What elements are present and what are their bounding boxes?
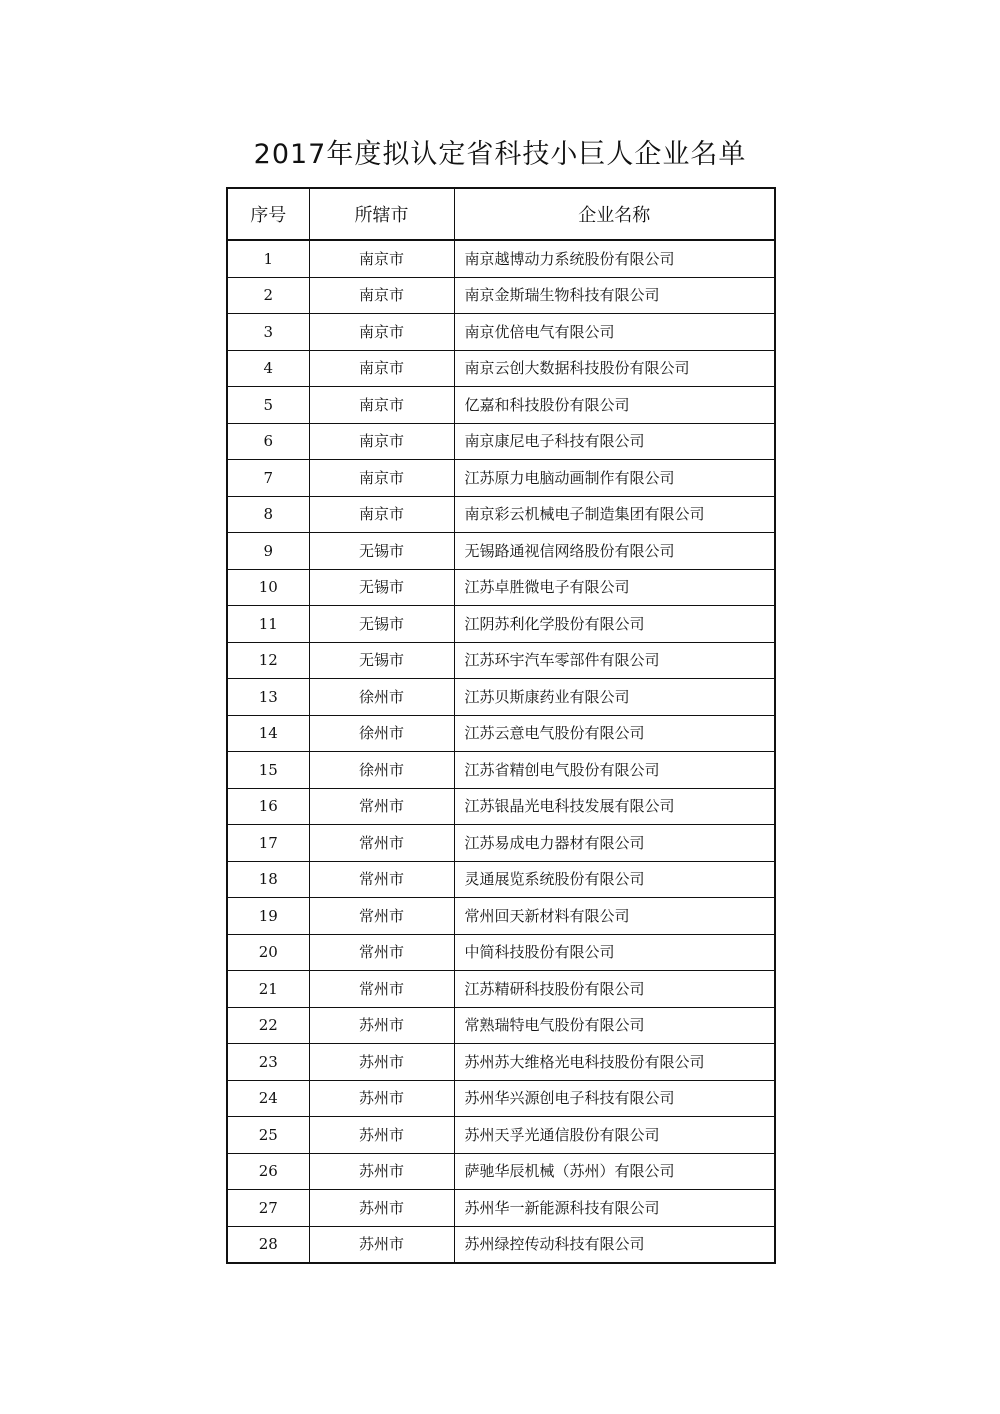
table-row [227,606,775,643]
city-cell: 南京市 [309,387,454,424]
header-company-name: 企业名称 [454,188,775,240]
serial-number-cell: 25 [227,1117,309,1154]
table-row [227,350,775,387]
city-cell: 常州市 [309,825,454,862]
company-name-cell: 江苏易成电力器材有限公司 [454,825,775,862]
company-name-cell: 江苏精研科技股份有限公司 [454,971,775,1008]
serial-number-cell: 13 [227,679,309,716]
serial-number-cell: 28 [227,1226,309,1263]
city-cell: 苏州市 [309,1153,454,1190]
city-cell: 南京市 [309,350,454,387]
company-name-cell: 亿嘉和科技股份有限公司 [454,387,775,424]
company-name-cell: 南京彩云机械电子制造集团有限公司 [454,496,775,533]
city-cell: 无锡市 [309,533,454,570]
city-cell: 南京市 [309,240,454,277]
serial-number-cell: 12 [227,642,309,679]
serial-number-cell: 24 [227,1080,309,1117]
company-name-cell: 南京优倍电气有限公司 [454,314,775,351]
table-row [227,533,775,570]
company-name-cell: 南京越博动力系统股份有限公司 [454,240,775,277]
table-row [227,752,775,789]
company-name-cell: 苏州天孚光通信股份有限公司 [454,1117,775,1154]
table-row [227,1153,775,1190]
company-name-cell: 江苏省精创电气股份有限公司 [454,752,775,789]
serial-number-cell: 2 [227,277,309,314]
city-cell: 苏州市 [309,1007,454,1044]
city-cell: 常州市 [309,971,454,1008]
table-row [227,1226,775,1263]
table-row [227,971,775,1008]
table-row [227,387,775,424]
city-cell: 苏州市 [309,1080,454,1117]
company-name-cell: 苏州绿控传动科技有限公司 [454,1226,775,1263]
serial-number-cell: 18 [227,861,309,898]
serial-number-cell: 23 [227,1044,309,1081]
serial-number-cell: 11 [227,606,309,643]
document-title: 2017年度拟认定省科技小巨人企业名单 [253,139,747,170]
serial-number-cell: 27 [227,1190,309,1227]
table-row [227,496,775,533]
city-cell: 苏州市 [309,1117,454,1154]
table-row [227,934,775,971]
table-row [227,861,775,898]
city-cell: 徐州市 [309,715,454,752]
serial-number-cell: 1 [227,240,309,277]
company-name-cell: 南京云创大数据科技股份有限公司 [454,350,775,387]
table-row [227,1117,775,1154]
city-cell: 南京市 [309,277,454,314]
company-name-cell: 中简科技股份有限公司 [454,934,775,971]
city-cell: 无锡市 [309,606,454,643]
table-row [227,569,775,606]
company-name-cell: 苏州华兴源创电子科技有限公司 [454,1080,775,1117]
city-cell: 南京市 [309,496,454,533]
table-row [227,715,775,752]
serial-number-cell: 10 [227,569,309,606]
company-name-cell: 苏州华一新能源科技有限公司 [454,1190,775,1227]
serial-number-cell: 21 [227,971,309,1008]
city-cell: 无锡市 [309,569,454,606]
table-row [227,679,775,716]
serial-number-cell: 26 [227,1153,309,1190]
city-cell: 苏州市 [309,1190,454,1227]
table-row [227,277,775,314]
serial-number-cell: 3 [227,314,309,351]
table-body [227,240,775,1263]
table-row [227,898,775,935]
table-row [227,642,775,679]
serial-number-cell: 22 [227,1007,309,1044]
city-cell: 常州市 [309,934,454,971]
table-row [227,1044,775,1081]
city-cell: 无锡市 [309,642,454,679]
serial-number-cell: 6 [227,423,309,460]
serial-number-cell: 14 [227,715,309,752]
table-row [227,314,775,351]
table-row [227,460,775,497]
company-name-cell: 苏州苏大维格光电科技股份有限公司 [454,1044,775,1081]
company-name-cell: 无锡路通视信网络股份有限公司 [454,533,775,570]
city-cell: 南京市 [309,314,454,351]
table-row [227,423,775,460]
city-cell: 常州市 [309,788,454,825]
city-cell: 南京市 [309,460,454,497]
company-name-cell: 萨驰华辰机械（苏州）有限公司 [454,1153,775,1190]
table-row [227,1080,775,1117]
company-name-cell: 常州回天新材料有限公司 [454,898,775,935]
table-row [227,825,775,862]
company-name-cell: 常熟瑞特电气股份有限公司 [454,1007,775,1044]
company-list-table [226,187,776,1264]
table-row [227,788,775,825]
serial-number-cell: 17 [227,825,309,862]
company-name-cell: 灵通展览系统股份有限公司 [454,861,775,898]
company-name-cell: 江苏贝斯康药业有限公司 [454,679,775,716]
serial-number-cell: 4 [227,350,309,387]
header-city: 所辖市 [309,188,454,240]
city-cell: 苏州市 [309,1044,454,1081]
table-row [227,1190,775,1227]
city-cell: 南京市 [309,423,454,460]
header-serial-number: 序号 [227,188,309,240]
city-cell: 徐州市 [309,679,454,716]
serial-number-cell: 8 [227,496,309,533]
table-row [227,1007,775,1044]
company-name-cell: 江苏原力电脑动画制作有限公司 [454,460,775,497]
serial-number-cell: 15 [227,752,309,789]
company-name-cell: 江苏卓胜微电子有限公司 [454,569,775,606]
serial-number-cell: 16 [227,788,309,825]
city-cell: 苏州市 [309,1226,454,1263]
table-header-row [227,188,775,240]
serial-number-cell: 20 [227,934,309,971]
city-cell: 常州市 [309,898,454,935]
serial-number-cell: 5 [227,387,309,424]
city-cell: 徐州市 [309,752,454,789]
company-name-cell: 南京金斯瑞生物科技有限公司 [454,277,775,314]
company-name-cell: 江苏云意电气股份有限公司 [454,715,775,752]
company-name-cell: 江苏环宇汽车零部件有限公司 [454,642,775,679]
company-name-cell: 南京康尼电子科技有限公司 [454,423,775,460]
table-row [227,240,775,277]
serial-number-cell: 9 [227,533,309,570]
city-cell: 常州市 [309,861,454,898]
company-name-cell: 江苏银晶光电科技发展有限公司 [454,788,775,825]
company-name-cell: 江阴苏利化学股份有限公司 [454,606,775,643]
serial-number-cell: 19 [227,898,309,935]
serial-number-cell: 7 [227,460,309,497]
